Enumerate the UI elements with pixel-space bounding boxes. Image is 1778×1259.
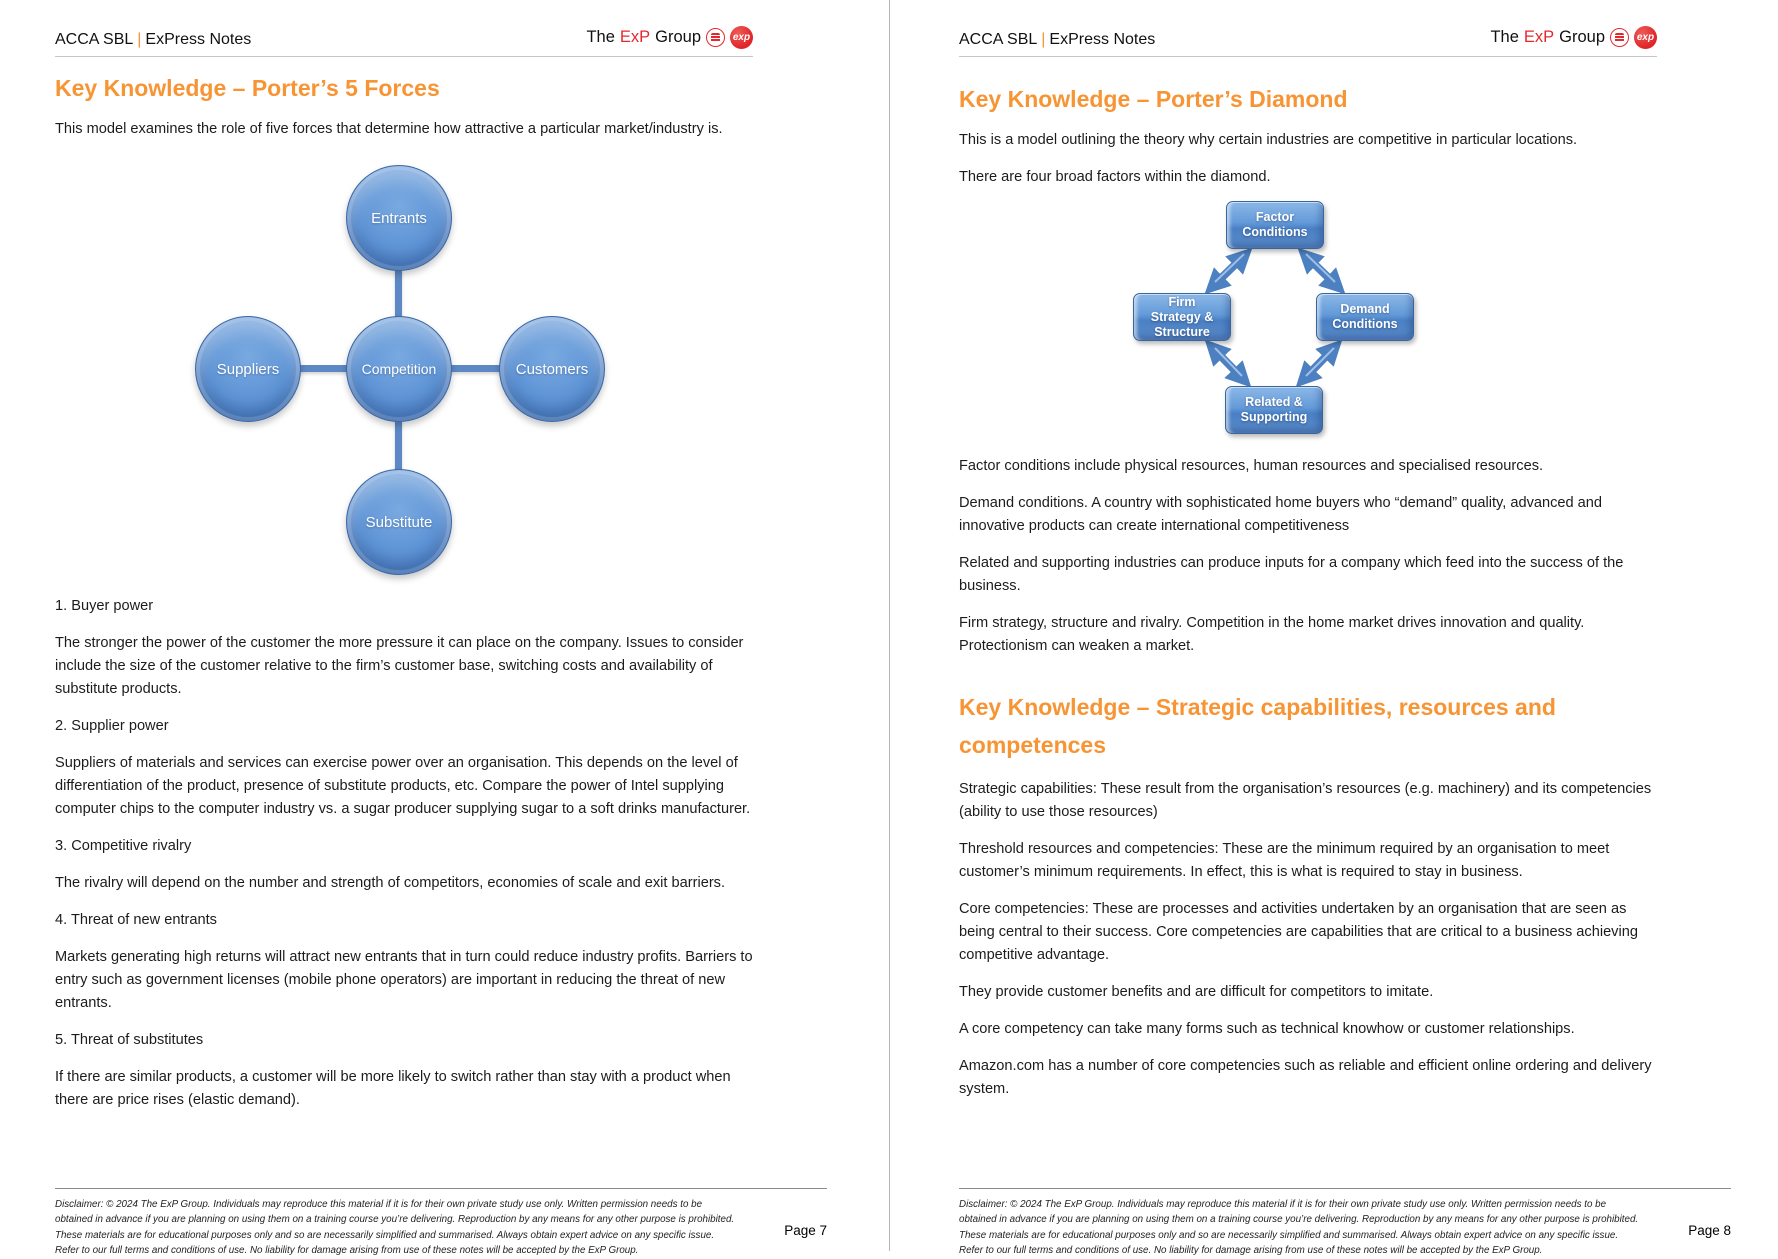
disclaimer-text: Disclaimer: © 2024 The ExP Group. Individuals may reproduce this material if it is for their own private study use only. Written permission needs to be obtained in advance if you are planning on using them on a training course you’re delivering. Reproduction by any means for any other purpose is prohibited. These materials are for educational purposes only and so are necessarily simplified and summarised. Always obtain expert advice on any specific issue. Refer to our full terms and conditions of use. No liability for damage arising from use of these notes will be accepted by the ExP Group. (55, 1199, 735, 1257)
company-brand (586, 26, 753, 49)
document-brand (55, 31, 251, 49)
body-paragraph: Core competencies: These are processes and activities undertaken by an organisation that are seen as being central to their success. Core competencies are capabilities that are critical to a business achieving competitive advantage. (959, 901, 1638, 963)
section-body: If there are similar products, a customer will be more likely to switch rather than stay with a product when there are price rises (elastic demand). (55, 1069, 731, 1108)
intro-paragraph: There are four broad factors within the diamond. (959, 169, 1271, 185)
exp-crest-logo-icon (706, 28, 725, 47)
disclaimer-text: Disclaimer: © 2024 The ExP Group. Individuals may reproduce this material if it is for their own private study use only. Written permission needs to be obtained in advance if you are planning on using them on a training course you’re delivering. Reproduction by any means for any other purpose is prohibited. These materials are for educational purposes only and so are necessarily simplified and summarised. Always obtain expert advice on any specific issue. Refer to our full terms and conditions of use. No liability for damage arising from use of these notes will be accepted by the ExP Group. (959, 1199, 1639, 1257)
body-paragraph: Amazon.com has a number of core competencies such as reliable and efficient online ordering and delivery system. (959, 1058, 1652, 1097)
page-header (55, 26, 753, 57)
brand-series: ExPress Notes (145, 31, 252, 48)
page-footer (55, 1188, 827, 1257)
porters-five-forces-diagram (55, 158, 753, 581)
section-heading: 4. Threat of new entrants (55, 912, 217, 928)
page-number: Page 7 (784, 1223, 827, 1238)
body-paragraph: Strategic capabilities: These result from the organisation’s resources (e.g. machinery) and its competencies (ability to use those resources) (959, 781, 1652, 820)
body-paragraph: Factor conditions include physical resources, human resources and specialised resources. (959, 458, 1544, 474)
body-paragraph: Threshold resources and competencies: These are the minimum required by an organisation to meet customer’s minimum requirements. In effect, this is what is required to stay in business. (959, 841, 1610, 880)
intro-paragraph: This is a model outlining the theory why certain industries are competitive in particular locations. (959, 132, 1578, 148)
page-7-content (0, 0, 889, 1257)
section-heading: 5. Threat of substitutes (55, 1032, 204, 1048)
node-firm-strategy-structure: Firm Strategy & Structure (1133, 293, 1231, 341)
brand-course: ACCA SBL (959, 31, 1038, 48)
company-group: Group (655, 28, 701, 46)
node-customers: Customers (499, 316, 605, 422)
brand-separator: | (137, 31, 142, 48)
page-8-content (890, 0, 1778, 1257)
exp-crest-logo-icon (1610, 28, 1629, 47)
page-header (959, 26, 1657, 57)
page-8 (889, 0, 1778, 1257)
section-body: The rivalry will depend on the number and strength of competitors, economies of scale and exit barriers. (55, 875, 726, 891)
brand-course: ACCA SBL (55, 31, 134, 48)
company-the: The (1490, 28, 1519, 46)
intro-paragraph: This model examines the role of five forces that determine how attractive a particular market/industry is. (55, 121, 723, 137)
page-number: Page 8 (1688, 1223, 1731, 1238)
body-paragraph: Firm strategy, structure and rivalry. Competition in the home market drives innovation and quality. Protectionism can weaken a market. (959, 615, 1585, 654)
company-the: The (586, 28, 615, 46)
node-related-supporting: Related & Supporting (1225, 386, 1323, 434)
node-competition: Competition (346, 316, 452, 422)
section-heading: 1. Buyer power (55, 598, 154, 614)
section-heading: 3. Competitive rivalry (55, 838, 192, 854)
page-title: Key Knowledge – Porter’s 5 Forces (55, 75, 440, 101)
body-paragraph: Related and supporting industries can produce inputs for a company which feed into the success of the business. (959, 555, 1624, 594)
company-brand (1490, 26, 1657, 49)
page-title: Key Knowledge – Porter’s Diamond (959, 86, 1348, 112)
page-footer (959, 1188, 1731, 1257)
section-body: The stronger the power of the customer the more pressure it can place on the company. Issues to consider include the size of the customer relative to the firm’s customer base, switching costs and availability of substitute products. (55, 635, 744, 697)
section-body: Markets generating high returns will attract new entrants that in turn could reduce industry profits. Barriers to entry such as government licenses (mobile phone operators) are important in reducing the threat of new entrants. (55, 949, 753, 1011)
body-paragraph: Demand conditions. A country with sophisticated home buyers who “demand” quality, advanced and innovative products can create international competitiveness (959, 495, 1603, 534)
company-exp: ExP (1523, 28, 1555, 46)
document-brand (959, 31, 1155, 49)
section-title: Key Knowledge – Strategic capabilities, resources and competences (959, 694, 1556, 758)
node-demand-conditions: Demand Conditions (1316, 293, 1414, 341)
node-factor-conditions: Factor Conditions (1226, 201, 1324, 249)
porters-diamond-diagram (959, 201, 1657, 441)
section-body: Suppliers of materials and services can exercise power over an organisation. This depends on the level of differentiation of the product, presence of substitute products, etc. Compare the power of Intel supplying computer chips to the computer industry vs. a sugar producer supplying sugar to a soft drinks manufacturer. (55, 755, 751, 817)
company-group: Group (1559, 28, 1605, 46)
section-heading: 2. Supplier power (55, 718, 169, 734)
brand-separator: | (1041, 31, 1046, 48)
exp-circle-logo-icon: exp (730, 26, 753, 49)
node-entrants: Entrants (346, 165, 452, 271)
company-exp: ExP (619, 28, 651, 46)
node-suppliers: Suppliers (195, 316, 301, 422)
exp-circle-logo-icon: exp (1634, 26, 1657, 49)
node-substitute: Substitute (346, 469, 452, 575)
brand-series: ExPress Notes (1049, 31, 1156, 48)
page-7 (0, 0, 889, 1257)
body-paragraph: A core competency can take many forms such as technical knowhow or customer relationships. (959, 1021, 1575, 1037)
body-paragraph: They provide customer benefits and are difficult for competitors to imitate. (959, 984, 1434, 1000)
